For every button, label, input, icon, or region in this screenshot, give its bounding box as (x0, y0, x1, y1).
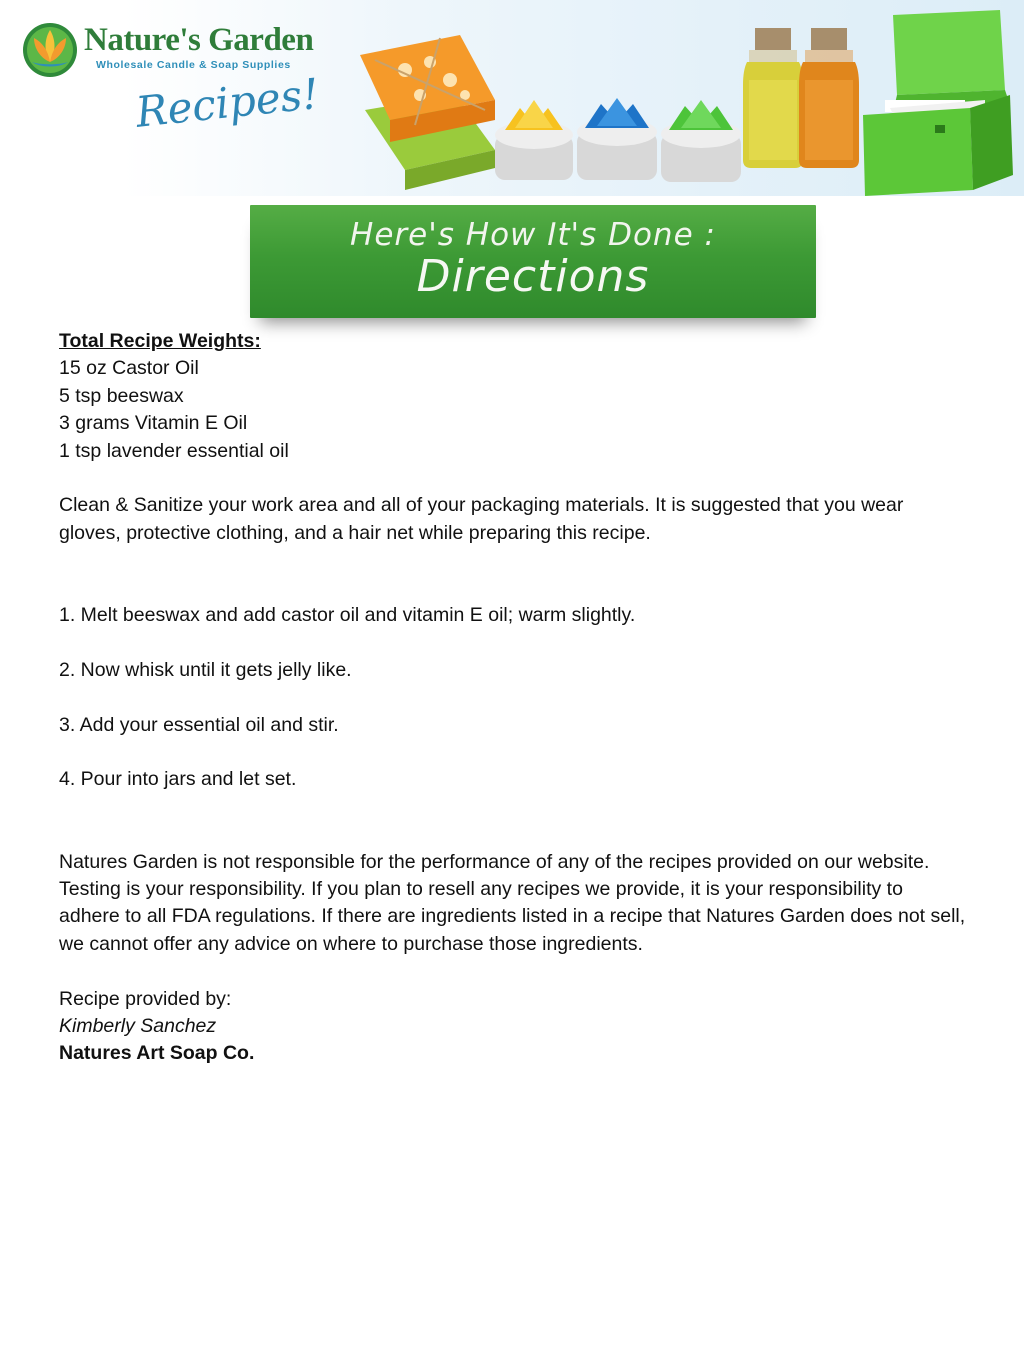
brand-tagline: Wholesale Candle & Soap Supplies (96, 59, 291, 71)
directions-banner (250, 205, 816, 318)
credit-name: Kimberly Sanchez (59, 1015, 217, 1038)
ingredient-item: 15 oz Castor Oil (59, 357, 199, 380)
soap-bar-icon (360, 35, 495, 190)
step-item: 3. Add your essential oil and stir. (59, 713, 339, 736)
recipe-content (59, 328, 969, 1068)
credit-company: Natures Art Soap Co. (59, 1042, 255, 1065)
ingredient-item: 1 tsp lavender essential oil (59, 439, 289, 462)
ingredient-item: 5 tsp beeswax (59, 384, 184, 407)
oil-bottle-icon (799, 28, 859, 168)
step-item: 2. Now whisk until it gets jelly like. (59, 658, 352, 681)
brand-name: Nature's Garden (84, 22, 314, 58)
tealight-candle-icon (495, 100, 573, 180)
directions-banner-subtitle: Here's How It's Done : (350, 217, 716, 253)
recipe-box-icon (863, 10, 1013, 196)
tealight-candle-icon (661, 100, 741, 182)
products-illustration (345, 0, 1024, 196)
oil-bottle-icon (743, 28, 803, 168)
tealight-candle-icon (577, 98, 657, 180)
recipes-heading: Recipes! (133, 68, 322, 137)
intro-paragraph: Clean & Sanitize your work area and all of your packaging materials. It is suggested that you wear gloves, protective clothing, and a hair net while preparing this recipe. (59, 494, 904, 544)
step-item: 1. Melt beeswax and add castor oil and vitamin E oil; warm slightly. (59, 604, 636, 627)
directions-banner-title: Directions (416, 251, 650, 302)
ingredient-item: 3 grams Vitamin E Oil (59, 412, 248, 435)
header-banner (0, 0, 1024, 196)
weights-heading: Total Recipe Weights: (59, 330, 261, 352)
lotus-logo-icon (22, 22, 78, 78)
step-item: 4. Pour into jars and let set. (59, 768, 297, 791)
credit-label: Recipe provided by: (59, 987, 232, 1010)
disclaimer-paragraph: Natures Garden is not responsible for the performance of any of the recipes provided on our website. Testing is your responsibility. If you plan to resell any recipes we provide, it is your responsibility to adhere to all FDA regulations. If there are ingredients listed in a recipe that Natures Garden does not sell, we cannot offer any advice on where to purchase those ingredients. (59, 850, 966, 955)
